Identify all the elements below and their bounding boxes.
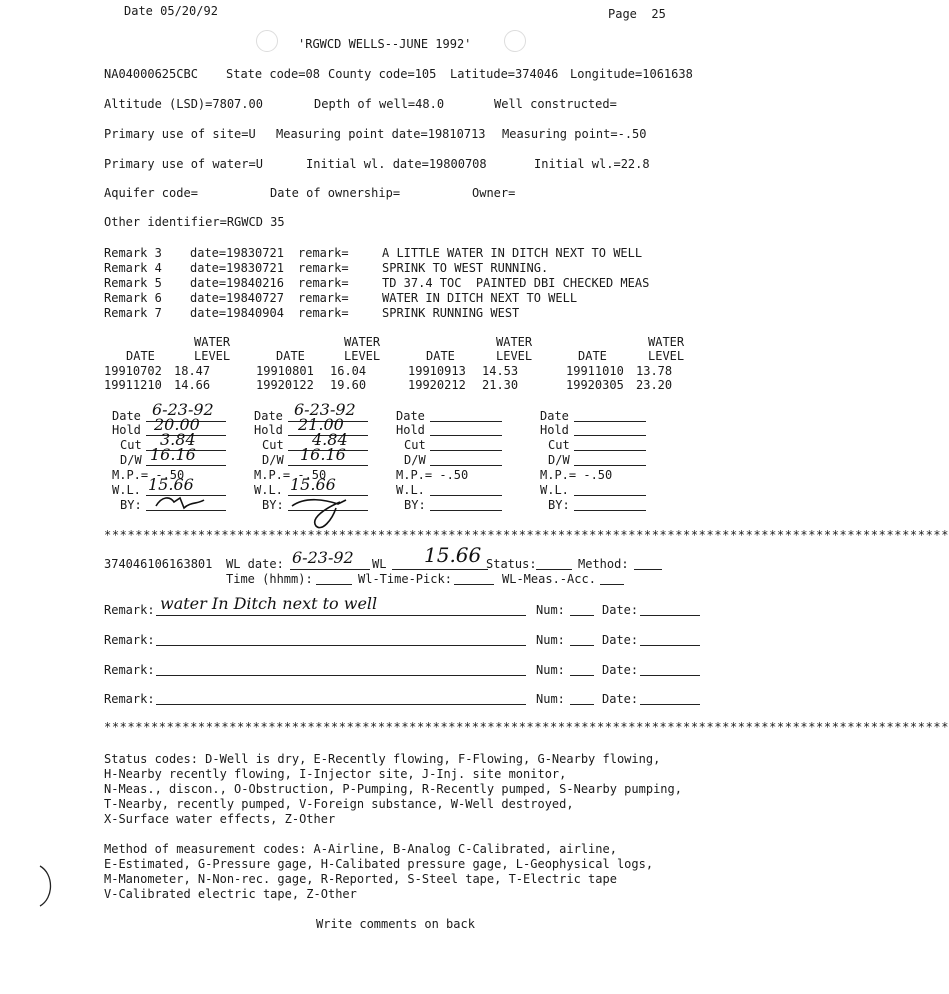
remark-number: Remark 4 <box>104 261 162 275</box>
measuring-point-date: Measuring point date=19810713 <box>276 127 486 141</box>
block-by-label: BY: <box>548 498 570 512</box>
time-label: Time (hhmm): <box>226 572 313 586</box>
status-codes-line: T-Nearby, recently pumped, V-Foreign substance, W-Well destroyed, <box>104 797 574 811</box>
meas-acc-label: WL-Meas.-Acc. <box>502 572 596 586</box>
column-header-level: LEVEL <box>648 349 685 363</box>
column-header-level: LEVEL <box>194 349 231 363</box>
remark-label: Remark: <box>104 603 155 617</box>
remark-label: remark= <box>298 306 349 320</box>
asterisk-separator: ************************************************************************************************************ <box>104 720 949 734</box>
method-codes-line: V-Calibrated electric tape, Z-Other <box>104 887 357 901</box>
date-label: Date: <box>602 603 639 617</box>
time-pick-label: Wl-Time-Pick: <box>358 572 452 586</box>
measurement-date: 19911010 <box>566 364 624 378</box>
remark-number: Remark 7 <box>104 306 162 320</box>
block-cut-label: Cut <box>404 438 426 452</box>
block-mp: M.P.= -.50 <box>540 468 613 482</box>
block-cut-label: Cut <box>262 438 284 452</box>
block-date-label: Date <box>540 409 569 423</box>
measurement-date: 19910702 <box>104 364 162 378</box>
status-label: Status: <box>486 557 537 571</box>
column-header-water: WATER <box>496 335 533 349</box>
block-dw-label: D/W <box>120 453 142 467</box>
method-codes-line: M-Manometer, N-Non-rec. gage, R-Reported, S-Steel tape, T-Electric tape <box>104 872 617 886</box>
remark-text: SPRINK TO WEST RUNNING. <box>382 261 549 275</box>
remark-text: WATER IN DITCH NEXT TO WELL <box>382 291 578 305</box>
block-cut-value[interactable]: 4.84 <box>312 430 348 449</box>
remark-date: date=19840216 <box>190 276 284 290</box>
date-label: Date: <box>602 633 639 647</box>
block-mp: M.P.= -.50 <box>254 468 327 482</box>
block-hold-label: Hold <box>112 423 141 437</box>
remark-date: date=19830721 <box>190 246 284 260</box>
county-code: County code=105 <box>328 67 437 81</box>
remark-number: Remark 3 <box>104 246 162 260</box>
wl-date-value[interactable]: 6-23-92 <box>292 548 354 567</box>
latitude: Latitude=374046 <box>450 67 559 81</box>
remark-line[interactable] <box>156 615 526 616</box>
initial-wl-date: Initial wl. date=19800708 <box>306 157 487 171</box>
block-by-label: BY: <box>262 498 284 512</box>
block-dw-label: D/W <box>262 453 284 467</box>
column-header-level: LEVEL <box>496 349 533 363</box>
column-header-date: DATE <box>578 349 607 363</box>
column-header-date: DATE <box>276 349 305 363</box>
measurement-date: 19910801 <box>256 364 314 378</box>
block-wl-label: W.L. <box>112 483 141 497</box>
punch-hole-right <box>504 30 526 52</box>
remark-text: SPRINK RUNNING WEST <box>382 306 520 320</box>
measurement-level: 16.04 <box>330 364 367 378</box>
scan-mark <box>36 862 60 910</box>
block-hold-value[interactable]: 21.00 <box>298 415 344 434</box>
measurement-level: 18.47 <box>174 364 211 378</box>
block-wl-label: W.L. <box>254 483 283 497</box>
remark-line[interactable] <box>156 645 526 646</box>
well-constructed: Well constructed= <box>494 97 617 111</box>
wl-date-label: WL date: <box>226 557 284 571</box>
num-label: Num: <box>536 663 565 677</box>
report-title: 'RGWCD WELLS--JUNE 1992' <box>298 37 472 51</box>
remark-line[interactable] <box>156 704 526 705</box>
method-codes-line: E-Estimated, G-Pressure gage, H-Calibated pressure gage, L-Geophysical logs, <box>104 857 654 871</box>
primary-use-water: Primary use of water=U <box>104 157 263 171</box>
remark-number: Remark 6 <box>104 291 162 305</box>
measurement-date: 19920305 <box>566 378 624 392</box>
column-header-date: DATE <box>426 349 455 363</box>
block-dw-value[interactable]: 16.16 <box>150 445 196 464</box>
column-header-water: WATER <box>194 335 231 349</box>
block-date-value[interactable]: 6-23-92 <box>294 400 356 419</box>
block-hold-label: Hold <box>254 423 283 437</box>
measurement-date: 19920212 <box>408 378 466 392</box>
date-label: Date: <box>602 692 639 706</box>
block-wl-label: W.L. <box>540 483 569 497</box>
measurement-level: 14.53 <box>482 364 519 378</box>
aquifer-code: Aquifer code= <box>104 186 198 200</box>
block-cut-label: Cut <box>548 438 570 452</box>
page-number: Page 25 <box>608 7 666 21</box>
owner: Owner= <box>472 186 516 200</box>
block-dw-label: D/W <box>404 453 426 467</box>
block-mp: M.P.= -.50 <box>112 468 185 482</box>
remark-label: remark= <box>298 276 349 290</box>
block-hold-label: Hold <box>540 423 569 437</box>
remark-text: A LITTLE WATER IN DITCH NEXT TO WELL <box>382 246 643 260</box>
measurement-level: 13.78 <box>636 364 673 378</box>
site-number: 374046106163801 <box>104 557 213 571</box>
method-label: Method: <box>578 557 629 571</box>
column-header-level: LEVEL <box>344 349 381 363</box>
punch-hole-left <box>256 30 278 52</box>
initial-wl: Initial wl.=22.8 <box>534 157 650 171</box>
other-identifier: Other identifier=RGWCD 35 <box>104 215 285 229</box>
block-by-label: BY: <box>120 498 142 512</box>
print-date: Date 05/20/92 <box>124 4 218 18</box>
status-codes-line: H-Nearby recently flowing, I-Injector site, J-Inj. site monitor, <box>104 767 567 781</box>
num-label: Num: <box>536 692 565 706</box>
column-header-date: DATE <box>126 349 155 363</box>
remark-label: remark= <box>298 291 349 305</box>
column-header-water: WATER <box>648 335 685 349</box>
remark-handwritten[interactable]: water In Ditch next to well <box>160 594 378 613</box>
block-mp: M.P.= -.50 <box>396 468 469 482</box>
method-codes-line: Method of measurement codes: A-Airline, B-Analog C-Calibrated, airline, <box>104 842 617 856</box>
status-codes-line: Status codes: D-Well is dry, E-Recently flowing, F-Flowing, G-Nearby flowing, <box>104 752 661 766</box>
altitude: Altitude (LSD)=7807.00 <box>104 97 263 111</box>
measuring-point: Measuring point=-.50 <box>502 127 647 141</box>
state-code: State code=08 <box>226 67 320 81</box>
remark-label: Remark: <box>104 692 155 706</box>
block-date-label: Date <box>254 409 283 423</box>
measurement-level: 14.66 <box>174 378 211 392</box>
longitude: Longitude=1061638 <box>570 67 693 81</box>
block-dw-label: D/W <box>548 453 570 467</box>
remark-date: date=19840904 <box>190 306 284 320</box>
remark-text: TD 37.4 TOC PAINTED DBI CHECKED MEAS <box>382 276 650 290</box>
block-wl-label: W.L. <box>396 483 425 497</box>
wl-label: WL <box>372 557 387 571</box>
asterisk-separator: ************************************************************************************************************ <box>104 528 949 542</box>
column-header-water: WATER <box>344 335 381 349</box>
remark-number: Remark 5 <box>104 276 162 290</box>
block-by-label: BY: <box>404 498 426 512</box>
status-codes-line: N-Meas., discon., O-Obstruction, P-Pumping, R-Recently pumped, S-Nearby pumping, <box>104 782 682 796</box>
site-id: NA04000625CBC <box>104 67 198 81</box>
block-date-label: Date <box>396 409 425 423</box>
measurement-date: 19911210 <box>104 378 162 392</box>
remark-label: Remark: <box>104 663 155 677</box>
remark-date: date=19840727 <box>190 291 284 305</box>
remark-label: remark= <box>298 246 349 260</box>
remark-label: remark= <box>298 261 349 275</box>
block-wl-value[interactable]: 15.66 <box>290 475 336 494</box>
num-label: Num: <box>536 633 565 647</box>
remark-line[interactable] <box>156 675 526 676</box>
well-depth: Depth of well=48.0 <box>314 97 445 111</box>
date-label: Date: <box>602 663 639 677</box>
measurement-level: 19.60 <box>330 378 367 392</box>
measurement-level: 21.30 <box>482 378 519 392</box>
measurement-level: 23.20 <box>636 378 673 392</box>
block-hold-value[interactable]: 20.00 <box>154 415 200 434</box>
block-wl-value[interactable]: 15.66 <box>148 475 194 494</box>
block-date-value[interactable]: 6-23-92 <box>152 400 214 419</box>
measurement-date: 19910913 <box>408 364 466 378</box>
date-of-ownership: Date of ownership= <box>270 186 401 200</box>
remark-date: date=19830721 <box>190 261 284 275</box>
block-dw-value[interactable]: 16.16 <box>300 445 346 464</box>
block-date-label: Date <box>112 409 141 423</box>
initials-signature <box>150 492 210 516</box>
primary-use-site: Primary use of site=U <box>104 127 256 141</box>
num-label: Num: <box>536 603 565 617</box>
remark-label: Remark: <box>104 633 155 647</box>
block-cut-label: Cut <box>120 438 142 452</box>
footer-note: Write comments on back <box>316 917 475 931</box>
wl-value[interactable]: 15.66 <box>424 543 482 567</box>
block-cut-value[interactable]: 3.84 <box>160 430 196 449</box>
measurement-date: 19920122 <box>256 378 314 392</box>
status-codes-line: X-Surface water effects, Z-Other <box>104 812 336 826</box>
block-hold-label: Hold <box>396 423 425 437</box>
